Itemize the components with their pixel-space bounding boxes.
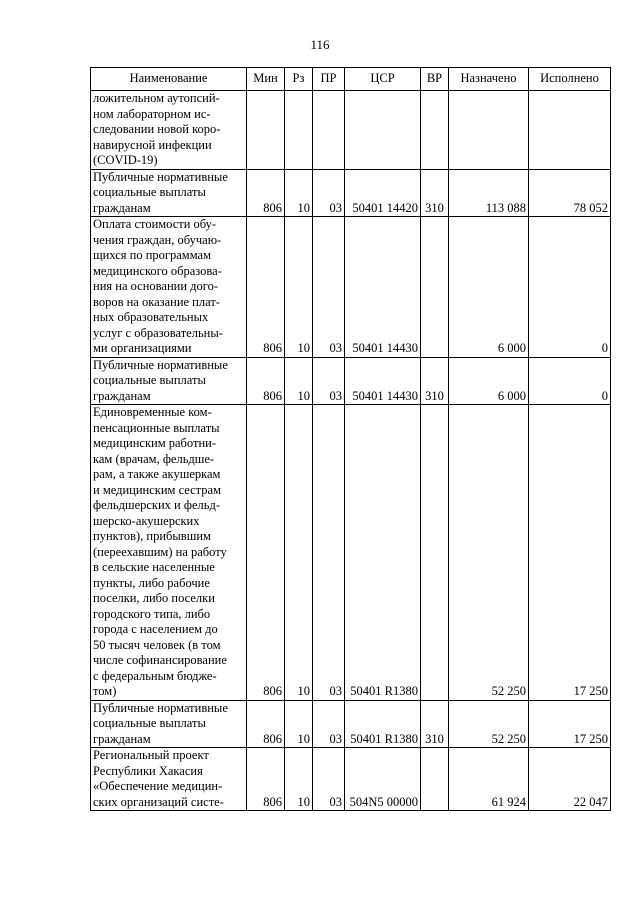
row-name-line: следовании новой коро-: [93, 122, 221, 136]
row-csr: 504N5 00000: [345, 748, 421, 811]
header-csr: ЦСР: [345, 68, 421, 91]
row-assigned: 113 088: [449, 169, 529, 217]
row-rz: 10: [285, 217, 313, 358]
row-name-line: социальные выплаты: [93, 373, 206, 387]
row-name: [91, 748, 247, 811]
row-name-line: пункты, либо рабочие: [93, 575, 210, 590]
row-assigned: 52 250: [449, 700, 529, 748]
row-name-line: ми организациями: [93, 341, 192, 355]
row-pr: 03: [313, 169, 345, 217]
row-name-line: «Обеспечение медицин-: [93, 779, 223, 793]
row-assigned: 6 000: [449, 357, 529, 405]
row-pr: 03: [313, 405, 345, 701]
row-csr: 50401 14430: [345, 357, 421, 405]
row-name-line: Республики Хакасия: [93, 763, 203, 778]
row-name: [91, 91, 247, 170]
header-executed: Исполнено: [529, 68, 611, 91]
header-assigned: Назначено: [449, 68, 529, 91]
row-name: [91, 357, 247, 405]
row-pr: 03: [313, 357, 345, 405]
header-name: Наименование: [91, 68, 247, 91]
row-pr: [313, 91, 345, 170]
row-name-line: Публичные нормативные: [93, 700, 228, 715]
row-name-line: гражданам: [93, 388, 151, 403]
row-executed: 0: [529, 217, 611, 358]
row-csr: [345, 91, 421, 170]
table-header-row: [91, 68, 611, 91]
table-row: [91, 357, 611, 405]
row-rz: 10: [285, 700, 313, 748]
page-number: 116: [310, 37, 330, 52]
row-name-line: фельдшерских и фельд-: [93, 498, 220, 512]
row-name: [91, 405, 247, 701]
row-name: [91, 169, 247, 217]
row-name-line: кам (врачам, фельдше-: [93, 451, 215, 466]
row-executed: 78 052: [529, 169, 611, 217]
row-name-line: в сельские населенные: [93, 560, 215, 574]
row-vr: [421, 217, 449, 358]
row-executed: 22 047: [529, 748, 611, 811]
row-assigned: 61 924: [449, 748, 529, 811]
row-name: [91, 700, 247, 748]
row-vr: 310: [421, 357, 449, 405]
row-executed: 17 250: [529, 405, 611, 701]
row-name-line: воров на оказание плат-: [93, 294, 220, 309]
row-name-line: ном лабораторном ис-: [93, 106, 211, 121]
row-executed: 17 250: [529, 700, 611, 748]
row-name-line: городского типа, либо: [93, 606, 211, 621]
row-pr: 03: [313, 748, 345, 811]
row-name-line: шерско-акушерских: [93, 513, 200, 528]
row-name-line: Публичные нормативные: [93, 357, 228, 372]
row-rz: 10: [285, 169, 313, 217]
row-name-line: с федеральным бюдже-: [93, 668, 217, 683]
row-name: [91, 217, 247, 358]
row-name-line: Региональный проект: [93, 748, 209, 762]
row-min: 806: [247, 748, 285, 811]
row-name-line: навирусной инфекции: [93, 137, 212, 152]
row-min: 806: [247, 169, 285, 217]
row-name-line: том): [93, 684, 117, 698]
table-row: [91, 748, 611, 811]
row-name-line: ложительном аутопсий-: [93, 91, 220, 105]
row-name-line: поселки, либо поселки: [93, 591, 215, 605]
row-name-line: пунктов), прибывшим: [93, 529, 211, 543]
row-name-line: гражданам: [93, 731, 151, 746]
row-csr: 50401 R1380: [345, 405, 421, 701]
row-rz: 10: [285, 405, 313, 701]
row-name-line: чения граждан, обучаю-: [93, 232, 222, 247]
header-rz: Рз: [285, 68, 313, 91]
row-name-line: медицинского образова-: [93, 263, 222, 278]
row-name-line: пенсационные выплаты: [93, 420, 220, 435]
row-rz: 10: [285, 748, 313, 811]
row-name-line: Оплата стоимости обу-: [93, 217, 217, 231]
row-vr: [421, 405, 449, 701]
row-assigned: [449, 91, 529, 170]
row-name-line: Публичные нормативные: [93, 169, 228, 184]
row-executed: [529, 91, 611, 170]
row-vr: 310: [421, 700, 449, 748]
row-name-line: социальные выплаты: [93, 716, 206, 730]
row-rz: 10: [285, 357, 313, 405]
row-csr: 50401 14430: [345, 217, 421, 358]
row-pr: 03: [313, 700, 345, 748]
table-body: [91, 91, 611, 811]
row-min: 806: [247, 217, 285, 358]
row-name-line: рам, а также акушеркам: [93, 467, 221, 481]
row-csr: 50401 R1380: [345, 700, 421, 748]
row-vr: [421, 748, 449, 811]
table-row: [91, 700, 611, 748]
row-min: 806: [247, 357, 285, 405]
row-name-line: города с населением до: [93, 622, 218, 636]
table-row: [91, 405, 611, 701]
header-vr: ВР: [421, 68, 449, 91]
table-row: [91, 91, 611, 170]
row-name-line: Единовременные ком-: [93, 405, 212, 419]
row-name-line: числе софинансирование: [93, 653, 227, 667]
row-csr: 50401 14420: [345, 169, 421, 217]
row-name-line: ских организаций систе-: [93, 794, 224, 809]
row-name-line: 50 тысяч человек (в том: [93, 637, 221, 652]
row-name-line: медицинским работни-: [93, 436, 217, 450]
row-pr: 03: [313, 217, 345, 358]
table-row: [91, 217, 611, 358]
row-rz: [285, 91, 313, 170]
row-assigned: 6 000: [449, 217, 529, 358]
row-name-line: гражданам: [93, 200, 151, 215]
row-min: 806: [247, 700, 285, 748]
header-min: Мин: [247, 68, 285, 91]
budget-table: [90, 67, 611, 811]
row-assigned: 52 250: [449, 405, 529, 701]
row-name-line: (переехавшим) на работу: [93, 544, 227, 559]
row-min: 806: [247, 405, 285, 701]
row-vr: 310: [421, 169, 449, 217]
row-name-line: щихся по программам: [93, 248, 211, 262]
row-name-line: услуг с образовательны-: [93, 325, 223, 340]
row-executed: 0: [529, 357, 611, 405]
row-name-line: (COVID-19): [93, 153, 158, 167]
row-name-line: и медицинским сестрам: [93, 482, 222, 497]
row-name-line: ных образовательных: [93, 310, 209, 324]
row-name-line: ния на основании дого-: [93, 279, 218, 293]
header-pr: ПР: [313, 68, 345, 91]
row-name-line: социальные выплаты: [93, 185, 206, 199]
table-row: [91, 169, 611, 217]
row-min: [247, 91, 285, 170]
row-vr: [421, 91, 449, 170]
